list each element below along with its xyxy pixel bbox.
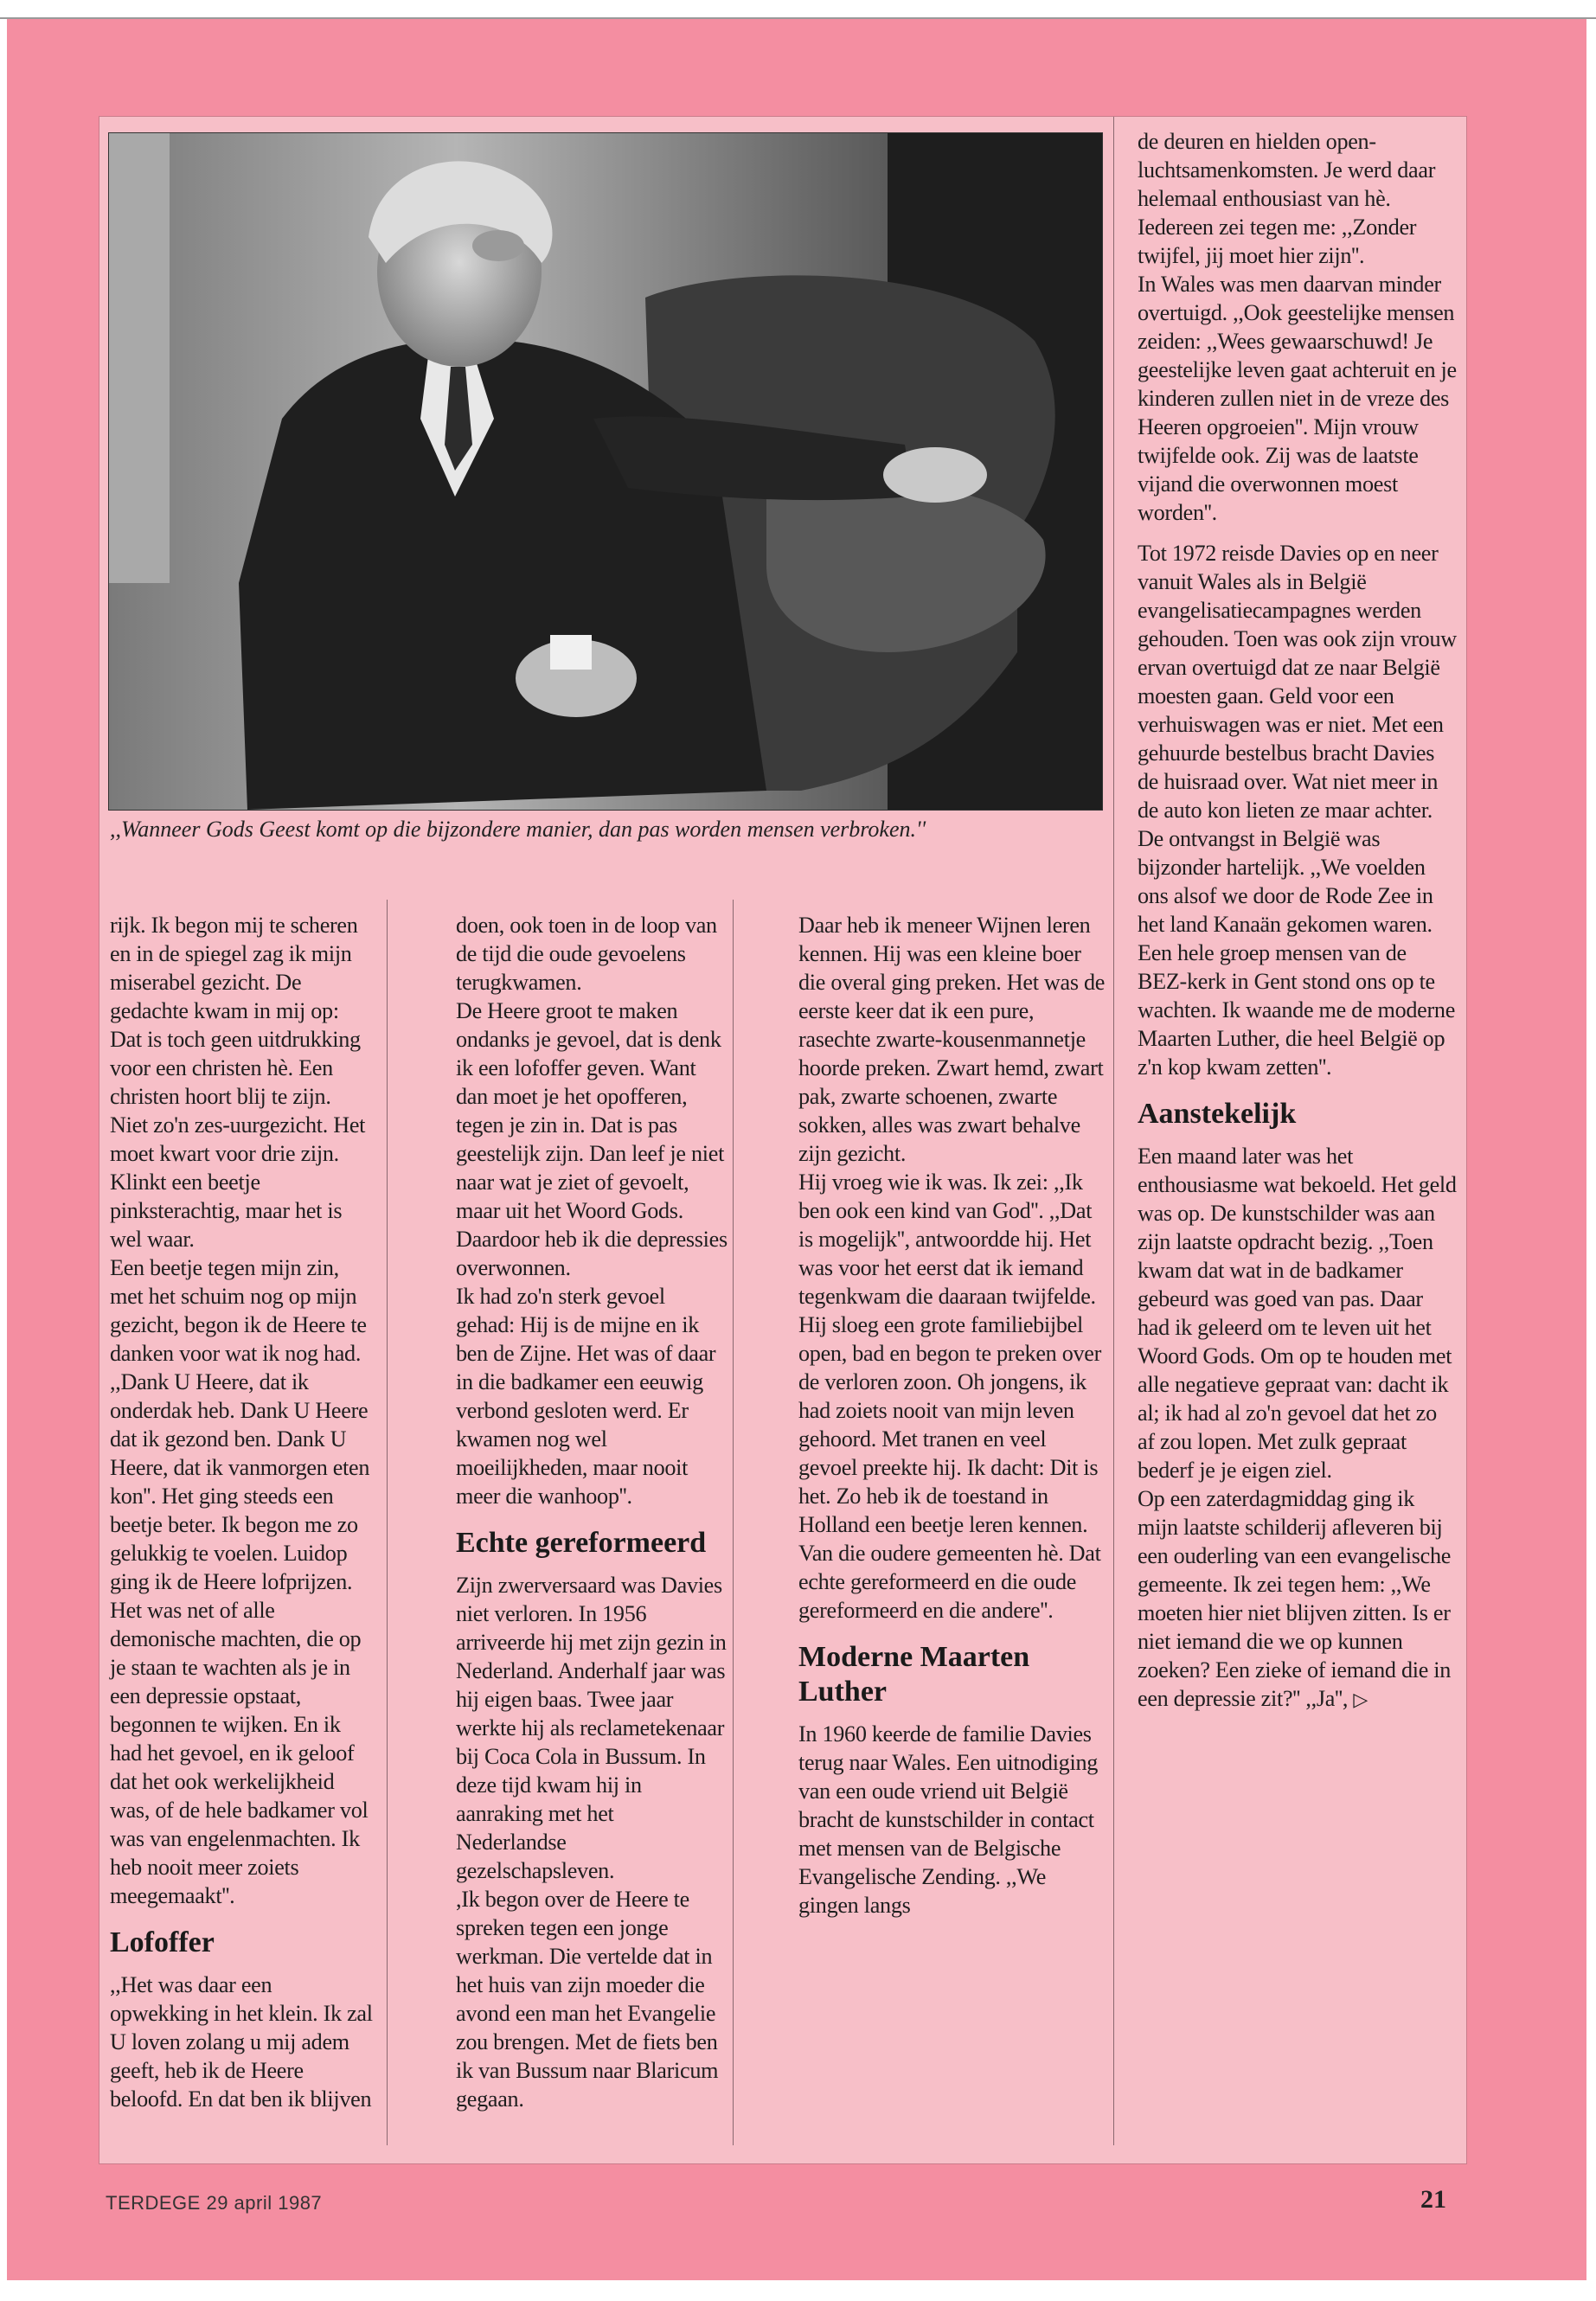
section-heading: Aanstekelijk [1138,1098,1297,1130]
paragraph: In Wales was men daarvan minder overtuigd. ,,Ook geestelijke mensen zeiden: ,,Wees gewaarschuwd! Je geestelijke leven gaat achteruit en je kinderen zullen niet in de vreze des Heeren opgroeien''. Mijn vrouw twijfelde ook. Zij was de laatste vijand die overwonnen moest worden''. [1138,272,1457,525]
paragraph: Een beetje tegen mijn zin, met het schuim nog op mijn gezicht, begon ik de Heere te danken voor wat ik nog had. ,,Dank U Heere, dat ik onderdak heb. Dank U Heere dat ik gezond ben. Dank U Heere, dat ik vanmorgen eten kon''. Het ging steeds een beetje beter. Ik begon me zo gelukkig te voelen. Luidop ging ik de Heere lofprijzen. Het was net of alle demonische machten, die op je staan te wachten als je in een depressie opstaat, begonnen te wijken. En ik had het gevoel, en ik geloof dat het ook werkelijkheid was, of de hele badkamer vol was van engelenmachten. Ik heb nooit meer zoiets meegemaakt''. [110,1255,370,1908]
publication-line: TERDEGE 29 april 1987 [106,2192,323,2214]
continue-arrow-icon: ▷ [1353,1689,1368,1711]
article-column-2 [456,911,727,2113]
article-column-4 [1138,127,1458,1715]
paragraph: In 1960 keerde de familie Davies terug naar Wales. Een uitnodiging van een oude vriend uit België bracht de kunstschilder in contact met mensen van de Belgische Evangelische Zending. ,,We gingen langs [798,1721,1099,1918]
paragraph: Tot 1972 reisde Davies op en neer vanuit Wales als in België evangelisatiecampagnes werden gehouden. Toen was ook zijn vrouw ervan overtuigd dat ze naar België moesten gaan. Geld voor een verhuiswagen was er niet. Met een gehuurde bestelbus bracht Davies de huisraad over. Wat niet meer in de auto kon lieten ze maar achter. [1138,541,1457,823]
photo-caption: ,,Wanneer Gods Geest komt op die bijzondere manier, dan pas worden mensen verbroken.'' [110,817,926,842]
magazine-page [7,19,1586,2280]
paragraph: doen, ook toen in de loop van de tijd die oude gevoelens terugkwamen. [456,913,717,995]
article-panel [99,116,1467,2164]
column-rule [387,900,388,2145]
article-column-3 [798,911,1110,1920]
paragraph: rijk. Ik begon mij te scheren en in de spiegel zag ik mijn miserabel gezicht. De gedachte kwam in mij op: Dat is toch geen uitdrukking voor een christen hè. Een christen hoort blij te zijn. Niet zo'n zes-uurgezicht. Het moet kwart voor drie zijn. Klinkt een beetje pinksterachtig, maar het is wel waar. [110,913,366,1252]
section-heading: Lofoffer [110,1926,215,1958]
paragraph: Een maand later was het enthousiasme wat bekoeld. Het geld was op. De kunstschilder was aan zijn laatste opdracht bezig. ,,Toen kwam dat wat in de badkamer gebeurd was goed van pas. Daar had ik geleerd om te leven uit het Woord Gods. Om op te houden met alle negatieve gepraat van: dacht ik al; ik had al zo'n gevoel dat het zo af zou lopen. Met zulk gepraat bederf je je eigen ziel. [1138,1144,1457,1483]
paragraph: Op een zaterdagmiddag ging ik mijn laatste schilderij afleveren bij een ouderling van een evangelische gemeente. Ik zei tegen hem: ,,We moeten hier niet blijven zitten. Is er niet iemand die we op kunnen zoeken? Een zieke of iemand die in een depressie zit?'' ,,Ja'', [1138,1486,1452,1711]
paragraph: De ontvangst in België was bijzonder hartelijk. ,,We voelden ons alsof we door de Rode Zee in het land Kanaän gekomen waren. Een hele groep mensen van de BEZ-kerk in Gent stond ons op te wachten. Ik waande me de moderne Maarten Luther, die heel België op z'n kop kwam zetten''. [1138,826,1456,1080]
paragraph: Daar heb ik meneer Wijnen leren kennen. Hij was een kleine boer die overal ging preken. Het was de eerste keer dat ik een pure, rasechte zwarte-kousenmannetje hoorde preken. Zwart hemd, zwart pak, zwarte schoenen, zwarte sokken, alles was zwart behalve zijn gezicht. [798,913,1106,1166]
paragraph: ,Ik begon over de Heere te spreken tegen een jonge werkman. Die vertelde dat in het huis van zijn moeder die avond een man het Evangelie zou brengen. Met de fiets ben ik van Bussum naar Blaricum gegaan. [456,1887,719,2112]
section-heading: Echte gereformeerd [456,1527,707,1559]
article-column-1 [110,911,374,2113]
portrait-photo-image [109,133,1102,810]
paragraph: ,,Het was daar een opwekking in het klein. Ik zal U loven zolang u mij adem geeft, heb ik de Heere beloofd. En dat ben ik blijven [110,1972,373,2112]
paragraph: de deuren en hielden open-luchtsamenkomsten. Je werd daar helemaal enthousiast van hè. Iedereen zei tegen me: ,,Zonder twijfel, jij moet hier zijn''. [1138,129,1436,268]
column-rule [733,900,734,2145]
paragraph: Hij vroeg wie ik was. Ik zei: ,,Ik ben ook een kind van God''. ,,Dat is mogelijk'', antwoordde hij. Het was voor het eerst dat ik iemand tegenkwam die daaraan twijfelde. Hij sloeg een grote familiebijbel open, bad en begon te preken over de verloren zoon. Oh jongens, ik had zoiets nooit van mijn leven gehoord. Met tranen en veel gevoel preekte hij. Ik dacht: Dit is het. Zo heb ik de toestand in Holland een beetje leren kennen. Van die oudere gemeenten hè. Dat echte gereformeerd en die oude gereformeerd en die andere''. [798,1170,1102,1623]
paragraph: Ik had zo'n sterk gevoel gehad: Hij is de mijne en ik ben de Zijne. Het was of daar in die badkamer een eeuwig verbond gesloten werd. Er kwamen nog wel moeilijkheden, maar nooit meer die wanhoop''. [456,1284,716,1509]
page-number: 21 [1420,2185,1446,2214]
paragraph: Zijn zwerversaard was Davies niet verloren. In 1956 arriveerde hij met zijn gezin in Nederland. Anderhalf jaar was hij eigen baas. Twee jaar werkte hij als reclametekenaar bij Coca Cola in Bussum. In deze tijd kwam hij in aanraking met het Nederlandse gezelschapsleven. [456,1573,727,1883]
column-rule [1113,117,1114,2145]
portrait-photo [108,132,1103,811]
paragraph: De Heere groot te maken ondanks je gevoel, dat is denk ik een lofoffer geven. Want dan moet je het opofferen, tegen je zin in. Dat is pas geestelijk zijn. Dan leef je niet naar wat je ziet of gevoelt, maar uit het Woord Gods. Daardoor heb ik die depressies overwonnen. [456,998,727,1280]
section-heading: Moderne Maarten Luther [798,1641,1030,1708]
